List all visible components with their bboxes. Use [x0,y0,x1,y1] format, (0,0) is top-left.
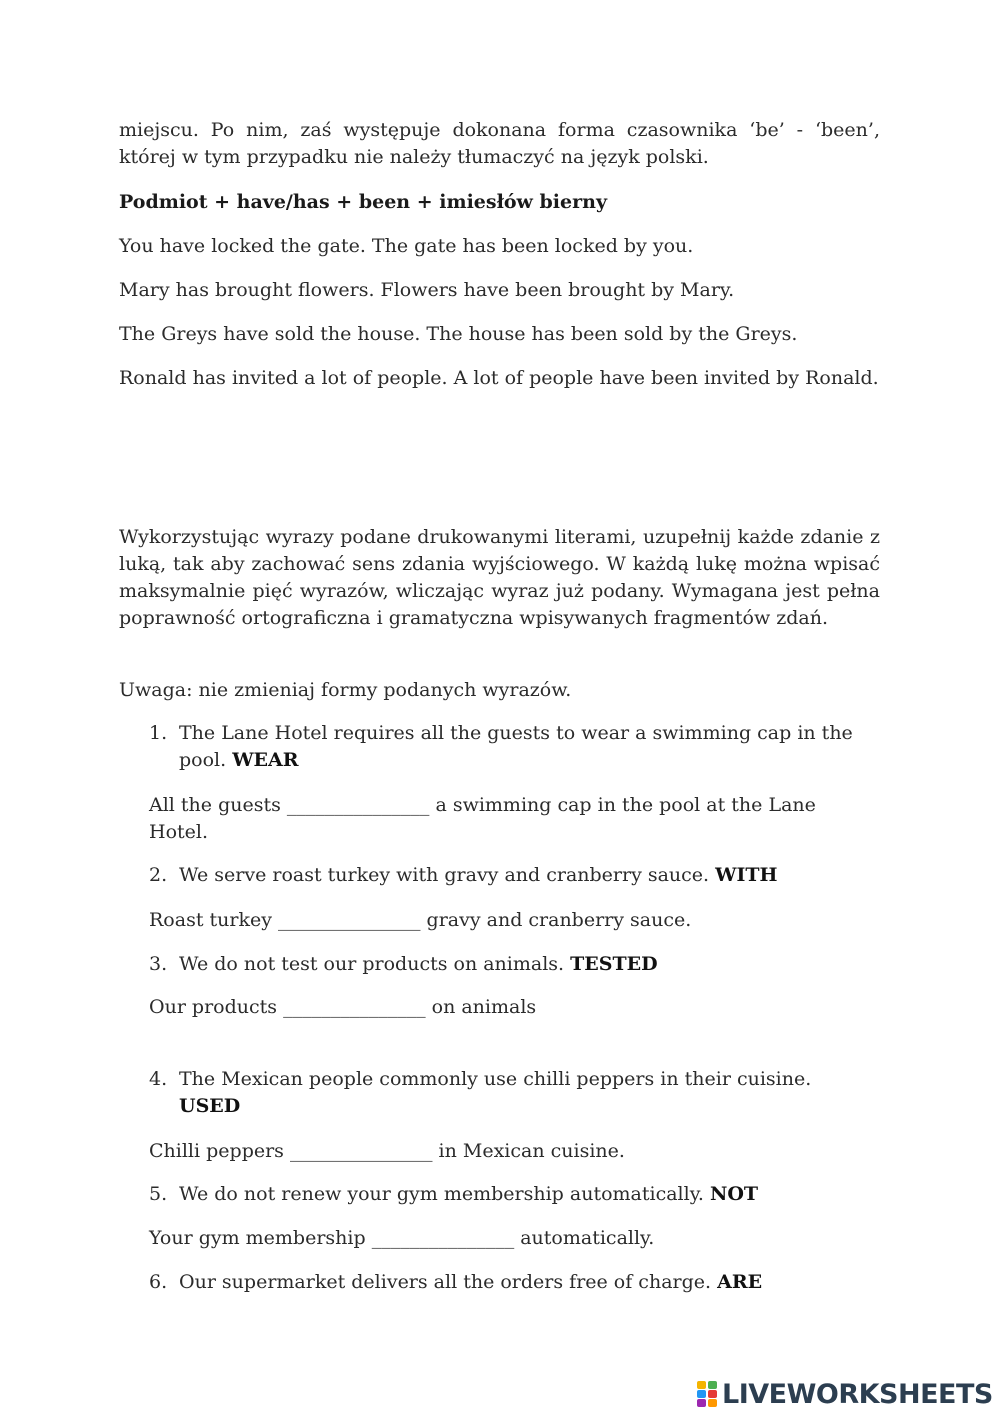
answer-blank[interactable]: _______________ [283,996,426,1018]
exercise-number: 4. [149,1068,168,1090]
exercise-sentence: We do not renew your gym membership automatically. [179,1183,704,1205]
liveworksheets-logo-icon [697,1380,719,1408]
formula-heading: Podmiot + have/has + been + imiesłów bierny [119,191,607,213]
exercise-number: 6. [149,1271,168,1293]
liveworksheets-logo[interactable] [697,1378,993,1410]
exercise-4 [149,1066,880,1120]
answer-before: Chilli peppers [149,1140,284,1162]
example-1: You have locked the gate. The gate has been locked by you. [119,235,694,257]
exercise-keyword: WEAR [232,749,299,771]
example-4: Ronald has invited a lot of people. A lot of people have been invited by Ronald. [119,367,879,389]
instructions-note: Uwaga: nie zmieniaj formy podanych wyrazów. [119,679,572,701]
exercise-number: 3. [149,953,168,975]
exercise-3 [149,951,880,978]
exercise-1 [149,720,880,774]
answer-2 [149,907,880,934]
exercise-keyword: USED [179,1095,241,1117]
answer-after: a swimming cap in the pool at the Lane Hotel. [149,794,816,843]
exercise-keyword: TESTED [570,953,658,975]
answer-4 [149,1138,880,1165]
answer-blank[interactable]: _______________ [286,794,430,816]
exercise-2 [149,862,880,889]
answer-before: Roast turkey [149,909,272,931]
answer-after: gravy and cranberry sauce. [426,909,692,931]
logo-text: LIVEWORKSHEETS [722,1378,993,1410]
answer-blank[interactable]: _______________ [278,909,421,931]
exercise-5 [149,1181,880,1208]
exercise-number: 1. [149,722,168,744]
intro-paragraph: miejscu. Po nim, zaś występuje dokonana forma czasownika ‘be’ - ‘been’, której w tym przypadku nie należy tłumaczyć na język polski. [119,119,880,168]
exercise-sentence: The Mexican people commonly use chilli peppers in their cuisine. [179,1068,812,1090]
exercise-sentence: Our supermarket delivers all the orders free of charge. [179,1271,712,1293]
answer-after: automatically. [520,1227,655,1249]
exercise-number: 5. [149,1183,168,1205]
answer-blank[interactable]: _______________ [371,1227,515,1249]
answer-after: on animals [431,996,537,1018]
answer-5 [149,1225,880,1252]
exercise-keyword: WITH [715,864,778,886]
exercise-sentence: The Lane Hotel requires all the guests to wear a swimming cap in the pool. [179,722,853,771]
exercise-sentence: We serve roast turkey with gravy and cranberry sauce. [179,864,710,886]
instructions-paragraph: Wykorzystując wyrazy podane drukowanymi literami, uzupełnij każde zdanie z luką, tak aby zachować sens zdania wyjściowego. W każdą lukę można wpisać maksymalnie pięć wyrazów, wliczając wyraz już podany. Wymagana jest pełna poprawność ortograficzna i gramatyczna wpisywanych fragmentów zdań. [119,526,880,629]
example-3: The Greys have sold the house. The house has been sold by the Greys. [119,323,798,345]
exercise-6 [149,1269,880,1296]
answer-3 [149,994,880,1021]
exercise-number: 2. [149,864,168,886]
answer-after: in Mexican cuisine. [438,1140,625,1162]
answer-1 [149,792,880,846]
answer-blank[interactable]: _______________ [289,1140,433,1162]
exercise-keyword: ARE [717,1271,763,1293]
answer-before: Your gym membership [149,1227,366,1249]
example-2: Mary has brought flowers. Flowers have been brought by Mary. [119,279,735,301]
exercise-keyword: NOT [710,1183,759,1205]
answer-before: Our products [149,996,278,1018]
exercise-sentence: We do not test our products on animals. [179,953,565,975]
answer-before: All the guests [149,794,281,816]
